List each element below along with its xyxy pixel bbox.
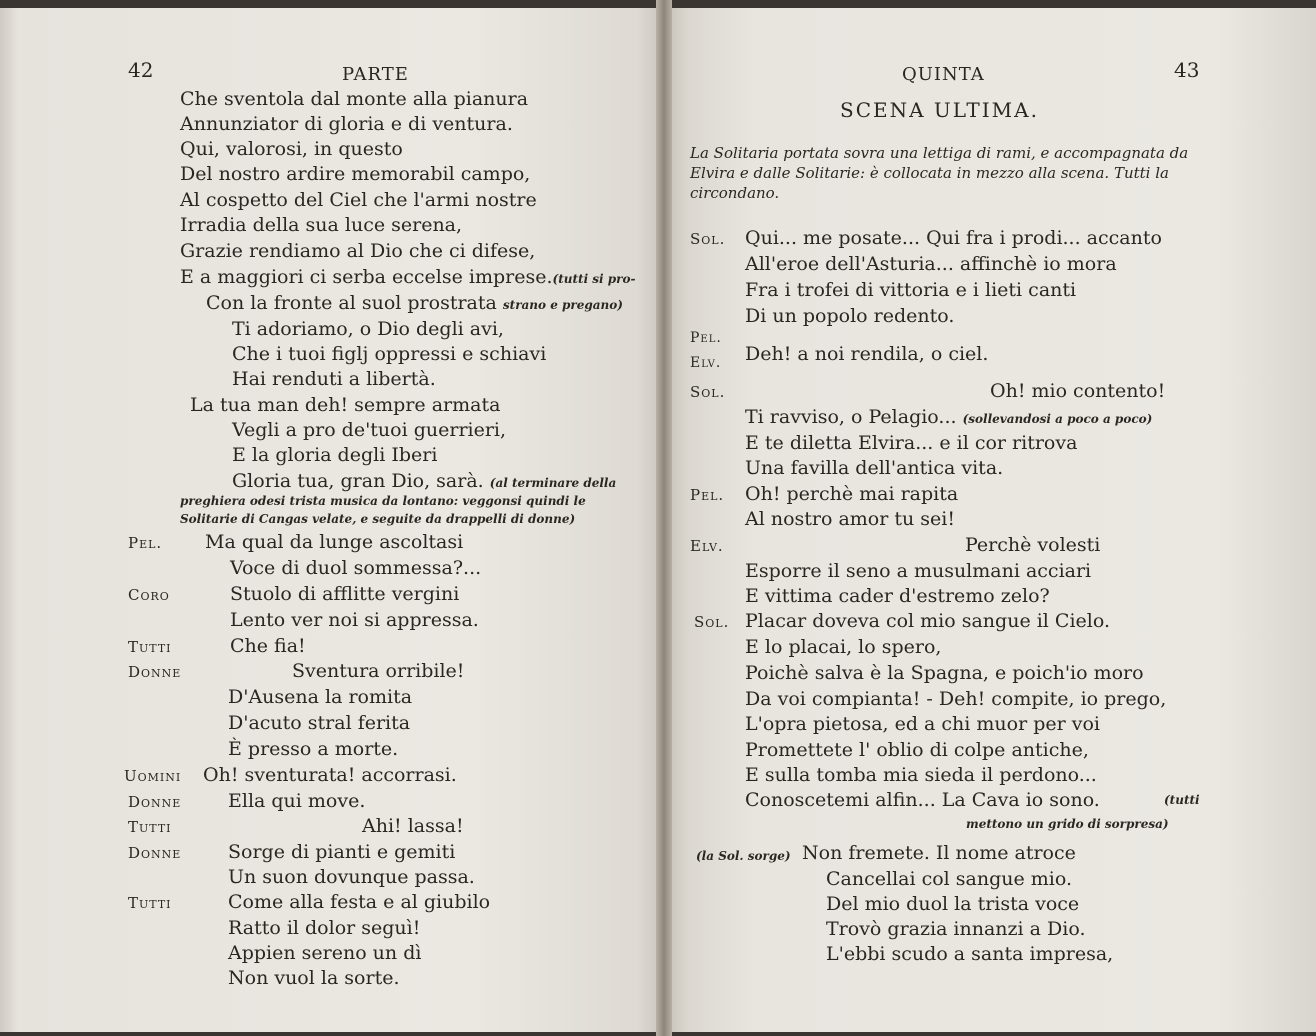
- dialogue-line: Fra i trofei di vittoria e i lieti canti: [745, 279, 1077, 301]
- verse-line: Che sventola dal monte alla pianura: [180, 88, 529, 110]
- verse-line: E la gloria degli Iberi: [232, 444, 438, 466]
- verse-text: Gloria tua, gran Dio, sarà.: [232, 470, 484, 492]
- dialogue-line: Appien sereno un dì: [228, 942, 422, 964]
- speaker-name: Donne: [128, 663, 182, 681]
- scene-title: SCENA ULTIMA.: [840, 98, 1039, 122]
- stage-note: Solitarie di Cangas velate, e seguite da drappelli di donne): [180, 512, 576, 526]
- dialogue-line: L'ebbi scudo a santa impresa,: [826, 943, 1114, 965]
- stage-direction: La Solitaria portata sovra una lettiga di rami, e accompagnata da Elvira e dalle Solitarie: è collocata in mezzo alla scena. Tutti la circondano.: [690, 144, 1189, 202]
- dialogue-line: Placar doveva col mio sangue il Cielo.: [745, 610, 1110, 632]
- speaker-name: Donne: [128, 844, 182, 862]
- speaker-name: Uomini: [124, 767, 182, 785]
- dialogue-line: D'Ausena la romita: [228, 686, 413, 708]
- verse-line: Ti adoriamo, o Dio degli avi,: [232, 318, 504, 340]
- verse-line: Al cospetto del Ciel che l'armi nostre: [180, 189, 537, 211]
- page-number: 43: [1174, 58, 1200, 82]
- verse-line: [232, 470, 616, 494]
- dialogue-line: Da voi compianta! - Deh! compite, io prego,: [745, 688, 1167, 710]
- stage-note: strano e pregano): [502, 298, 623, 312]
- verse-line: Del nostro ardire memorabil campo,: [180, 163, 531, 185]
- speaker-name: Tutti: [128, 638, 172, 656]
- dialogue-line: E te diletta Elvira... e il cor ritrova: [745, 432, 1078, 454]
- dialogue-line: Di un popolo redento.: [745, 305, 955, 327]
- dialogue-line: D'acuto stral ferita: [228, 712, 411, 734]
- verse-line: Irradia della sua luce serena,: [180, 214, 463, 236]
- dialogue-line: [745, 406, 1152, 430]
- stage-note: (la Sol. sorge): [696, 849, 791, 863]
- stage-note: mettono un grido di sorpresa): [966, 817, 1169, 831]
- verse-line: Che i tuoi figlj oppressi e schiavi: [232, 343, 547, 365]
- dialogue-line: Lento ver noi si appressa.: [230, 609, 479, 631]
- dialogue-line: Voce di duol sommessa?...: [230, 557, 482, 579]
- dialogue-line: Esporre il seno a musulmani acciari: [745, 560, 1092, 582]
- verse-line: [206, 292, 623, 316]
- speaker-name: Sol.: [690, 383, 726, 401]
- dialogue-line: Deh! a noi rendila, o ciel.: [745, 343, 989, 365]
- dialogue-line: Sventura orribile!: [292, 660, 465, 682]
- dialogue-line: Promettete l' oblio di colpe antiche,: [745, 739, 1089, 761]
- dialogue-line: Che fia!: [230, 635, 306, 657]
- running-head: PARTE: [342, 64, 409, 85]
- verse-line: Annunziator di gloria e di ventura.: [180, 113, 513, 135]
- dialogue-line: Oh! perchè mai rapita: [745, 483, 959, 505]
- dialogue-line: All'eroe dell'Asturia... affinchè io mora: [745, 253, 1117, 275]
- speaker-name: Sol.: [690, 230, 726, 248]
- left-page: [0, 8, 664, 1032]
- dialogue-line: È presso a morte.: [228, 738, 399, 760]
- dialogue-line: Perchè volesti: [965, 534, 1101, 556]
- dialogue-line: Oh! mio contento!: [990, 380, 1166, 402]
- dialogue-line: Qui... me posate... Qui fra i prodi... accanto: [745, 227, 1162, 249]
- dialogue-line: Cancellai col sangue mio.: [826, 868, 1073, 890]
- speaker-name: Elv.: [690, 355, 722, 371]
- dialogue-line: Una favilla dell'antica vita.: [745, 457, 1004, 479]
- dialogue-line: E sulla tomba mia sieda il perdono...: [745, 764, 1097, 786]
- dialogue-line: Ratto il dolor seguì!: [228, 917, 421, 939]
- speaker-name: Donne: [128, 793, 182, 811]
- running-head: QUINTA: [902, 64, 985, 85]
- verse-text: E a maggiori ci serba eccelse imprese.: [180, 266, 553, 288]
- dialogue-line: Non fremete. Il nome atroce: [802, 842, 1076, 864]
- speaker-name: Coro: [128, 586, 170, 604]
- dialogue-line: Conoscetemi alfin... La Cava io sono.: [745, 789, 1100, 811]
- dialogue-line: L'opra pietosa, ed a chi muor per voi: [745, 713, 1101, 735]
- verse-line: [180, 266, 636, 290]
- speaker-name: Pel.: [690, 330, 722, 346]
- stage-note: (tutti: [1164, 793, 1200, 807]
- dialogue-line: Al nostro amor tu sei!: [745, 508, 955, 530]
- verse-line: La tua man deh! sempre armata: [190, 394, 501, 416]
- verse-line: Grazie rendiamo al Dio che ci difese,: [180, 240, 536, 262]
- page-number: 42: [128, 58, 154, 82]
- dialogue-line: E lo placai, lo spero,: [745, 636, 942, 658]
- verse-text: Con la fronte al suol prostrata: [206, 292, 497, 314]
- speaker-name: Tutti: [128, 894, 172, 912]
- stage-note: (tutti si pro-: [552, 272, 636, 286]
- speaker-name: Elv.: [690, 537, 724, 555]
- verse-line: Vegli a pro de'tuoi guerrieri,: [232, 419, 507, 441]
- dialogue-line: Ahi! lassa!: [362, 815, 464, 837]
- verse-line: Qui, valorosi, in questo: [180, 138, 403, 160]
- stage-note: preghiera odesi trista musica da lontano: veggonsi quindi le: [180, 494, 586, 508]
- dialogue-line: Non vuol la sorte.: [228, 967, 400, 989]
- dialogue-line: E vittima cader d'estremo zelo?: [745, 585, 1050, 607]
- dialogue-line: Trovò grazia innanzi a Dio.: [826, 918, 1086, 940]
- dialogue-line: Stuolo di afflitte vergini: [230, 583, 460, 605]
- speaker-name: Pel.: [690, 486, 725, 504]
- dialogue-line: Del mio duol la trista voce: [826, 893, 1080, 915]
- verse-line: Hai renduti a libertà.: [232, 368, 436, 390]
- dialogue-line: Ma qual da lunge ascoltasi: [205, 531, 464, 553]
- dialogue-line: Poichè salva è la Spagna, e poich'io moro: [745, 662, 1144, 684]
- dialogue-line: Oh! sventurata! accorrasi.: [203, 764, 457, 786]
- dialogue-line: Sorge di pianti e gemiti: [228, 841, 456, 863]
- dialogue-line: Ella qui move.: [228, 790, 366, 812]
- speaker-name: Pel.: [128, 534, 163, 552]
- speaker-name: Sol.: [694, 613, 730, 631]
- stage-note: (sollevandosi a poco a poco): [962, 412, 1153, 426]
- speaker-name: Tutti: [128, 818, 172, 836]
- verse-text: Ti ravviso, o Pelagio...: [745, 406, 957, 428]
- stage-note: (al terminare della: [489, 476, 617, 490]
- dialogue-line: Come alla festa e al giubilo: [228, 891, 491, 913]
- dialogue-line: Un suon dovunque passa.: [228, 866, 475, 888]
- book-gutter: [656, 0, 672, 1036]
